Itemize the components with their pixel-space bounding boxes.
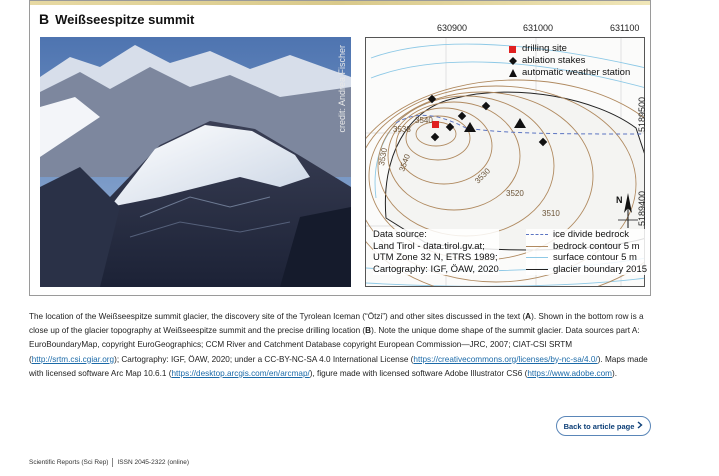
legend-label: automatic weather station: [522, 67, 631, 78]
panel-title: [39, 11, 194, 27]
contour-label: 3520: [506, 189, 524, 198]
triangle-icon: [508, 69, 517, 77]
contour-label: 3530: [377, 147, 390, 167]
legend-item: [526, 252, 647, 264]
caption-text: ).: [611, 368, 617, 378]
journal-name: Scientific Reports (Sci Rep): [29, 459, 109, 466]
caption-text: ). Maps made with licensed software Arc Map 10.6.1 (: [29, 354, 648, 378]
legend-label: bedrock contour 5 m: [553, 240, 640, 252]
legend-item: [526, 241, 647, 253]
back-to-article-button[interactable]: [556, 416, 651, 436]
footer: [29, 458, 189, 467]
red-square-icon: [508, 46, 517, 53]
legend-item: [508, 55, 630, 67]
north-label: N: [616, 195, 623, 205]
contour-label: 3538: [393, 125, 411, 134]
legend-label: ablation stakes: [522, 55, 586, 66]
panel-letter: B: [39, 11, 50, 27]
caption-text: ), figure made with licensed software Adobe Illustrator CS6 (: [309, 368, 528, 378]
previous-panel-strip: [30, 1, 650, 5]
issn: ISSN 2045-2322 (online): [117, 459, 190, 466]
marker-legend: [508, 43, 630, 79]
legend-label: surface contour 5 m: [553, 252, 637, 263]
x-tick: 630900: [437, 23, 468, 33]
data-source-block: [373, 229, 499, 275]
photo-credit: credit: Andrea Fischer: [337, 45, 347, 133]
contour-label: 3530: [473, 166, 492, 186]
brown-line-swatch: [526, 246, 548, 247]
y-tick: 5189400: [637, 191, 647, 227]
x-tick: 631000: [523, 23, 554, 33]
panel-title-text: Weißseespitze summit: [55, 12, 195, 27]
black-line-swatch: [526, 269, 548, 270]
source-line: UTM Zone 32 N, ETRS 1989;: [373, 252, 498, 263]
source-line: Data source:: [373, 229, 427, 240]
figure-caption: [29, 310, 659, 381]
contour-label: 3510: [542, 209, 560, 218]
line-legend: [526, 229, 647, 275]
legend-item: [526, 229, 647, 241]
x-tick: 631100: [610, 23, 640, 33]
back-button-label: Back to article page: [563, 421, 635, 431]
source-line: Cartography: IGF, ÖAW, 2020: [373, 263, 499, 275]
adobe-link[interactable]: https://www.adobe.com: [527, 368, 612, 378]
figure-panel: [29, 0, 651, 296]
chevron-right-icon: [637, 421, 643, 431]
legend-label: ice divide bedrock: [553, 229, 630, 240]
caption-panel-ref: B: [365, 326, 372, 336]
license-link[interactable]: https://creativecommons.org/licenses/by-nc-sa/4.0/: [413, 354, 598, 364]
contour-label: 3540: [415, 116, 433, 125]
y-tick: 5189500: [637, 97, 647, 133]
legend-item: [508, 67, 630, 79]
arcmap-link[interactable]: https://desktop.arcgis.com/en/arcmap/: [171, 368, 310, 378]
caption-text: ); Cartography: IGF, ÖAW, 2020; under a CC-BY-NC-SA 4.0 International License (: [114, 354, 414, 364]
caption-text: The location of the Weißseespitze summit glacier, the discovery site of the Tyrolean Iceman (“Ötzi”) and other sites discussed in the text (: [29, 312, 526, 321]
caption-panel-ref: A: [525, 312, 532, 321]
caption-text: ). Note the unique dome shape of the summit glacier. Data sources part A: EuroBoundaryMap, copyright EuroGeographics; CCM River and Catchment Database copyright European Commission—JRC, 2007; CIAT-CSI SRTM (: [29, 326, 640, 364]
dashed-line-swatch: [526, 234, 548, 235]
diamond-icon: [508, 57, 517, 65]
caption-text: ). Shown in the bottom row is a close up of the glacier topography at Weißseespitze summit and the precise drilling location (: [29, 312, 644, 336]
legend-label: drilling site: [522, 43, 567, 54]
blue-line-swatch: [526, 257, 548, 258]
contour-label: 3540: [397, 152, 412, 173]
source-line: Land Tirol - data.tirol.gv.at;: [373, 240, 485, 252]
legend-item: [508, 43, 630, 55]
legend-label: glacier boundary 2015: [553, 263, 648, 275]
legend-item: [526, 264, 647, 276]
srtm-link[interactable]: http://srtm.csi.cgiar.org: [31, 354, 115, 364]
summit-photo: [40, 37, 351, 287]
divider: [112, 458, 113, 467]
